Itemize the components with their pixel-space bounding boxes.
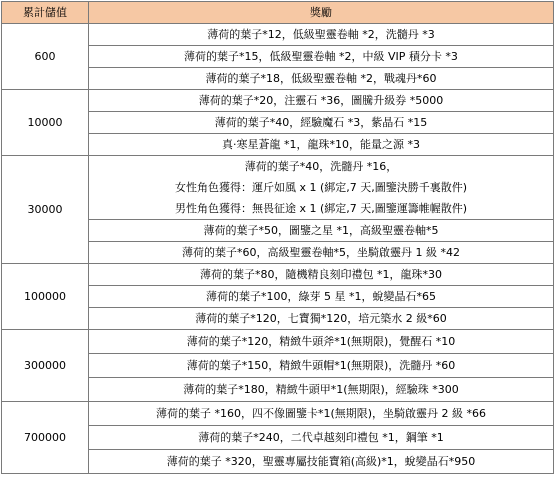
reward-line: 薄荷的葉子*120，精緻牛頭斧*1(無期限)，覺醒石 *10 [186,335,456,348]
table-body [2,24,554,474]
reward-cell [89,220,554,242]
reward-line: 薄荷的葉子*40，洗髓丹 *16， [244,160,398,173]
table-row [2,264,554,286]
threshold-cell: 30000 [2,156,89,264]
table-row [2,156,554,220]
reward-line: 真·寒星蒼龍 *1，龍珠*10，能量之源 *3 [222,138,420,151]
reward-cell [89,134,554,156]
reward-line: 薄荷的葉子*80，隨機精良刻印禮包 *1，龍珠*30 [200,268,442,281]
threshold-cell: 700000 [2,402,89,474]
reward-cell [89,378,554,402]
reward-cell [89,112,554,134]
threshold-cell: 300000 [2,330,89,402]
reward-line: 女性角色獲得：運斤如風 x 1 (綁定,7 天,圖鑒決勝千裏散件) [174,181,468,194]
reward-cell [89,24,554,46]
reward-line: 薄荷的葉子*20，注靈石 *36，圖騰升級券 *5000 [198,94,444,107]
table-row [2,330,554,354]
reward-cell [89,426,554,450]
threshold-cell: 100000 [2,264,89,330]
reward-cell [89,156,554,220]
cumulative-recharge-reward-table [1,1,554,474]
reward-cell [89,264,554,286]
reward-page [0,1,556,493]
header-reward: 獎勵 [89,2,554,24]
reward-cell [89,450,554,474]
reward-line: 薄荷的葉子*18，低級聖靈卷軸 *2，戰魂丹*60 [205,72,437,85]
reward-line: 薄荷的葉子*60，高級聖靈卷軸*5，坐騎啟靈丹 1 級 *42 [182,246,460,259]
reward-line: 薄荷的葉子 *320，聖靈專屬技能寶箱(高級)*1，蛻變晶石*950 [166,455,476,468]
reward-cell [89,68,554,90]
reward-line: 薄荷的葉子*50，圖鑒之星 *1，高級聖靈卷軸*5 [203,224,439,237]
reward-cell [89,90,554,112]
table-row [2,402,554,426]
reward-cell [89,354,554,378]
reward-line: 薄荷的葉子*15，低級聖靈卷軸 *2，中級 VIP 積分卡 *3 [184,50,458,63]
reward-line: 男性角色獲得：無畏征途 x 1 (綁定,7 天,圖鑒運籌帷幄散件) [174,202,468,215]
header-cumulative-recharge: 累計儲值 [2,2,89,24]
reward-cell [89,242,554,264]
reward-line: 薄荷的葉子*40，經驗魔石 *3，紫晶石 *15 [214,116,428,129]
reward-line: 薄荷的葉子*100，綠芽 5 星 *1，蛻變晶石*65 [206,290,436,303]
table-row [2,90,554,112]
reward-cell [89,46,554,68]
reward-line: 薄荷的葉子*120，七寶獨*120，培元築水 2 級*60 [195,312,447,325]
reward-line: 薄荷的葉子 *160，四不像圖鑒卡*1(無期限)，坐騎啟靈丹 2 級 *66 [155,407,487,420]
reward-cell [89,330,554,354]
reward-cell [89,402,554,426]
reward-line: 薄荷的葉子*12，低級聖靈卷軸 *2，洗髓丹 *3 [207,28,435,41]
threshold-cell: 10000 [2,90,89,156]
reward-cell [89,308,554,330]
table-header-row [2,2,554,24]
reward-line: 薄荷的葉子*240，二代卓越刻印禮包 *1，鋼筆 *1 [198,431,444,444]
reward-cell [89,286,554,308]
table-row [2,24,554,46]
reward-line: 薄荷的葉子*180，精緻牛頭甲*1(無期限)，經驗珠 *300 [183,383,459,396]
threshold-cell: 600 [2,24,89,90]
reward-line: 薄荷的葉子*150，精緻牛頭帽*1(無期限)，洗髓丹 *60 [186,359,456,372]
